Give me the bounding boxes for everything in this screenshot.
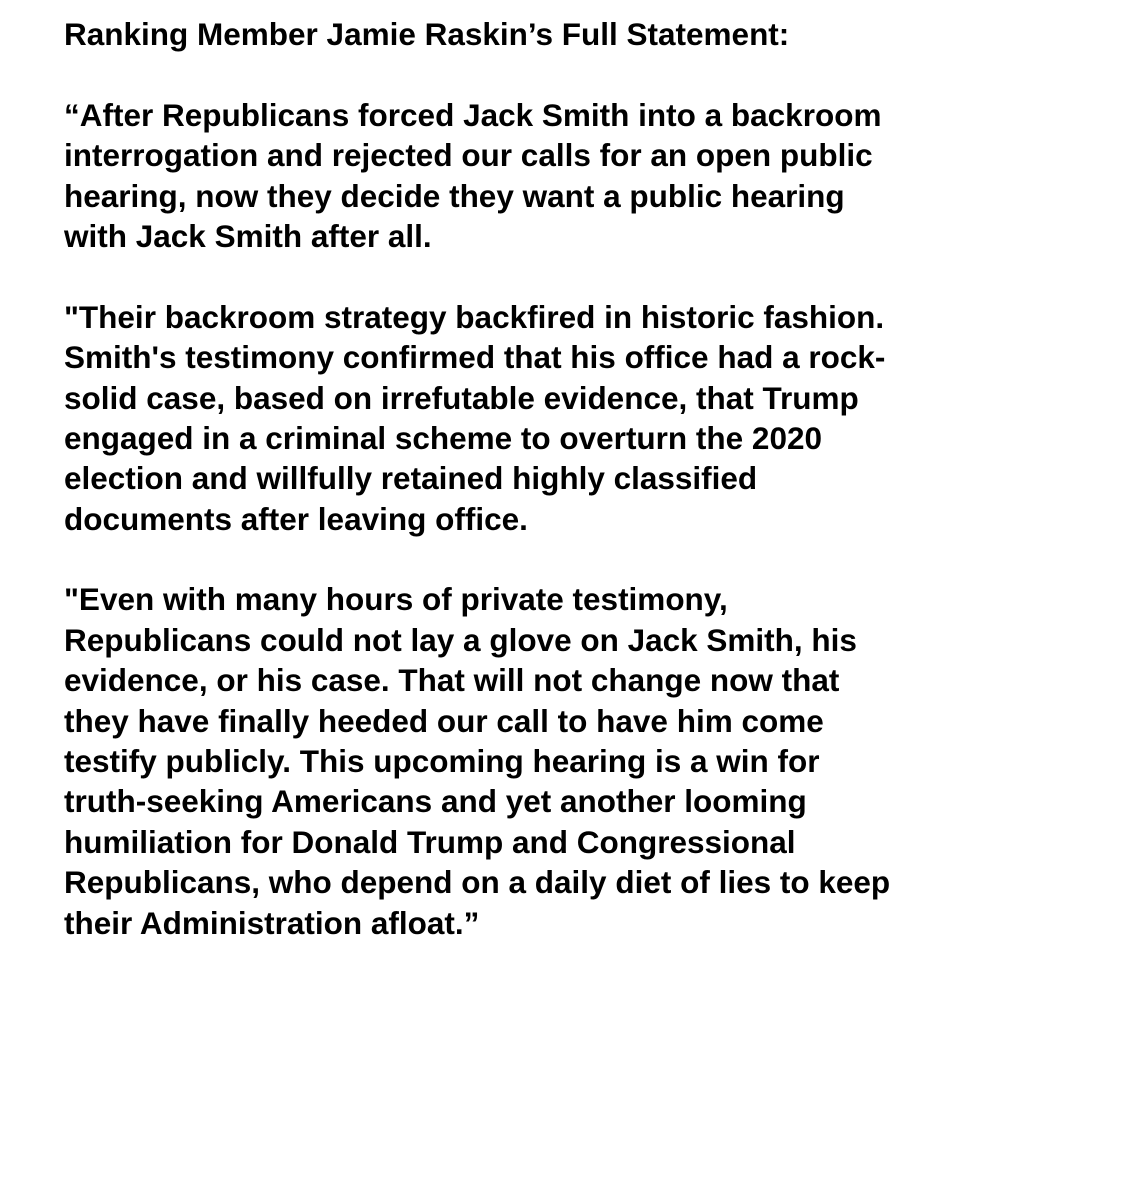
- paragraph-2-line: solid case, based on irrefutable evidence, that Trump: [64, 379, 859, 416]
- paragraph-3-line: "Even with many hours of private testimony,: [64, 581, 728, 618]
- paragraph-3-line: Republicans could not lay a glove on Jack Smith, his: [64, 621, 857, 658]
- paragraph-2-line: documents after leaving office.: [64, 500, 528, 537]
- paragraph-gap: [64, 256, 1104, 296]
- paragraph-1-line: hearing, now they decide they want a public hearing: [64, 177, 845, 214]
- paragraph-2-line: "Their backroom strategy backfired in historic fashion.: [64, 298, 885, 335]
- paragraph-1-line: interrogation and rejected our calls for an open public: [64, 137, 873, 174]
- paragraph-gap: [64, 54, 1104, 94]
- paragraph-2-line: engaged in a criminal scheme to overturn the 2020: [64, 419, 822, 456]
- paragraph-3: [64, 579, 1104, 943]
- paragraph-1: [64, 95, 1104, 257]
- paragraph-3-line: their Administration afloat.”: [64, 904, 480, 941]
- paragraph-3-line: testify publicly. This upcoming hearing is a win for: [64, 743, 820, 780]
- paragraph-3-line: they have finally heeded our call to have him come: [64, 702, 824, 739]
- paragraph-2-line: election and willfully retained highly classified: [64, 460, 758, 497]
- paragraph-3-line: Republicans, who depend on a daily diet of lies to keep: [64, 864, 891, 901]
- statement-document: [64, 14, 1104, 943]
- paragraph-3-line: truth-seeking Americans and yet another looming: [64, 783, 807, 820]
- paragraph-gap: [64, 539, 1104, 579]
- paragraph-2: [64, 297, 1104, 539]
- paragraph-1-line: “After Republicans forced Jack Smith into a backroom: [64, 96, 882, 133]
- paragraph-3-line: evidence, or his case. That will not change now that: [64, 662, 840, 699]
- paragraph-2-line: Smith's testimony confirmed that his office had a rock-: [64, 339, 886, 376]
- statement-heading: Ranking Member Jamie Raskin’s Full Statement:: [64, 16, 790, 52]
- paragraph-1-line: with Jack Smith after all.: [64, 217, 432, 254]
- paragraph-3-line: humiliation for Donald Trump and Congressional: [64, 823, 796, 860]
